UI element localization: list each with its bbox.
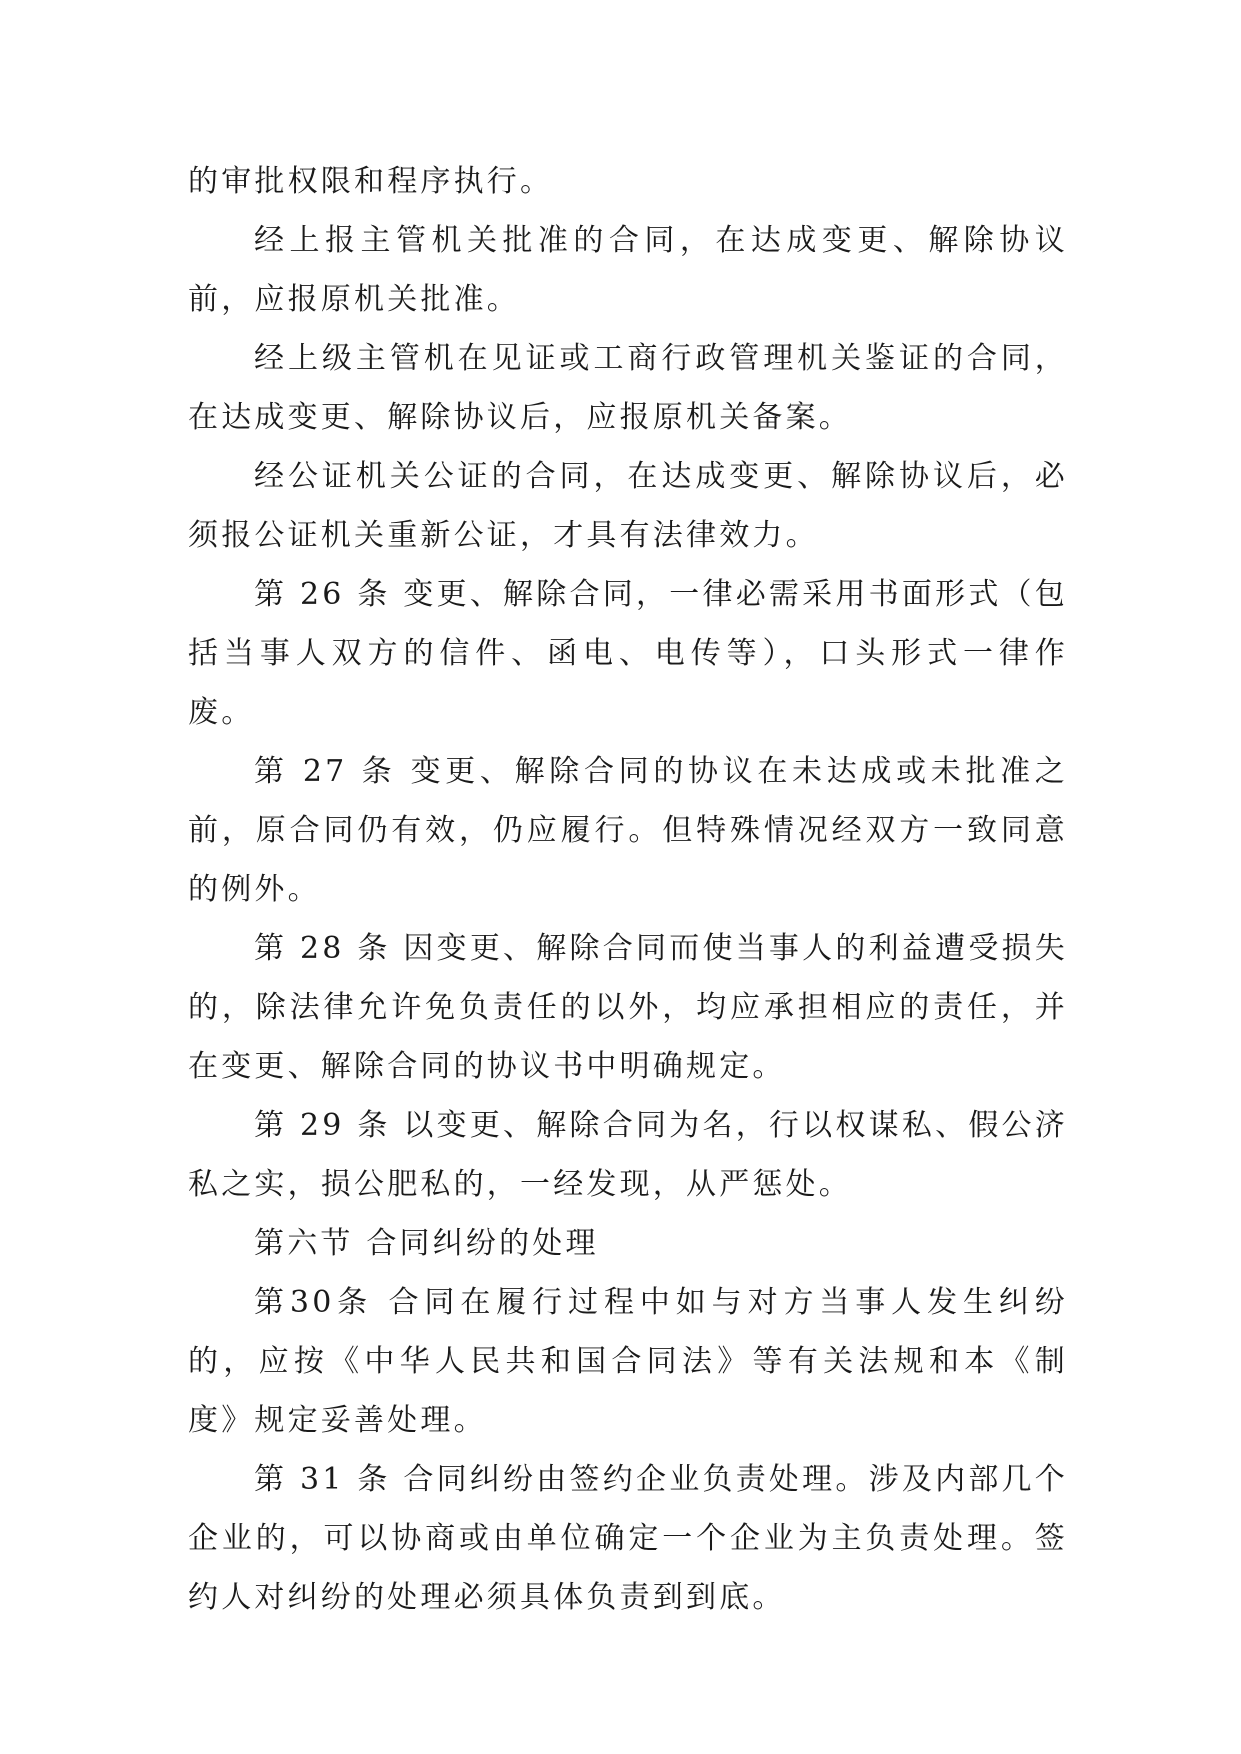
article-28: 第 28 条 因变更、解除合同而使当事人的利益遭受损失的，除法律允许免负责任的以外，均应承担相应的责任，并在变更、解除合同的协议书中明确规定。 xyxy=(188,931,1068,1084)
article-26: 第 26 条 变更、解除合同，一律必需采用书面形式（包括当事人双方的信件、函电、电传等），口头形式一律作废。 xyxy=(188,577,1068,730)
paragraph-approval: 经上报主管机关批准的合同，在达成变更、解除协议前，应报原机关批准。 xyxy=(188,223,1068,317)
document-body xyxy=(188,152,1068,1627)
section-heading-6: 第六节 合同纠纷的处理 xyxy=(254,1226,599,1261)
paragraph-filing: 经上级主管机在见证或工商行政管理机关鉴证的合同，在达成变更、解除协议后，应报原机关备案。 xyxy=(188,341,1068,435)
article-31: 第 31 条 合同纠纷由签约企业负责处理。涉及内部几个企业的，可以协商或由单位确定一个企业为主负责处理。签约人对纠纷的处理必须具体负责到到底。 xyxy=(188,1462,1068,1615)
paragraph-notarization: 经公证机关公证的合同，在达成变更、解除协议后，必须报公证机关重新公证，才具有法律效力。 xyxy=(188,459,1068,553)
article-29: 第 29 条 以变更、解除合同为名，行以权谋私、假公济私之实，损公肥私的，一经发现，从严惩处。 xyxy=(188,1108,1068,1202)
paragraph-continuation: 的审批权限和程序执行。 xyxy=(188,164,554,199)
article-30: 第30条 合同在履行过程中如与对方当事人发生纠纷的，应按《中华人民共和国合同法》等有关法规和本《制度》规定妥善处理。 xyxy=(188,1285,1068,1438)
article-27: 第 27 条 变更、解除合同的协议在未达成或未批准之前，原合同仍有效，仍应履行。但特殊情况经双方一致同意的例外。 xyxy=(188,754,1068,907)
